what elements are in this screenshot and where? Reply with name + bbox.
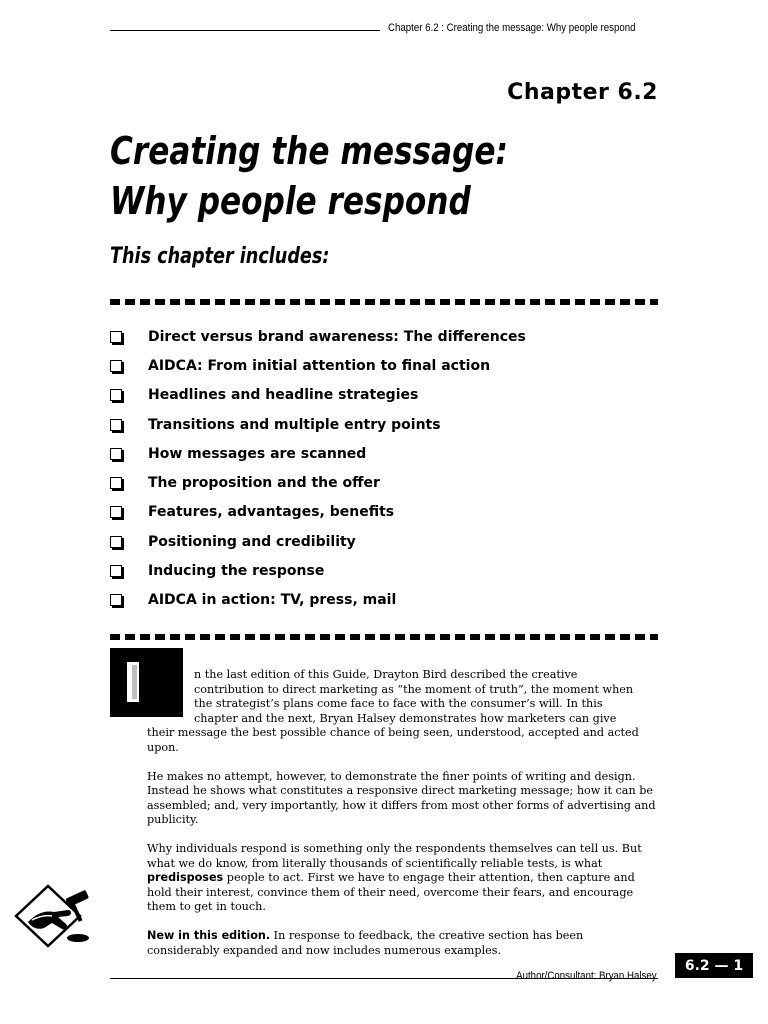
topic-label: AIDCA in action: TV, press, mail bbox=[148, 592, 397, 609]
dashed-divider-bottom bbox=[110, 634, 658, 640]
p1-line-2: contribution to direct marketing as “the moment of truth”, the moment when bbox=[194, 682, 634, 696]
topic-label: Features, advantages, benefits bbox=[148, 504, 395, 521]
page-number-badge: 6.2 — 1 bbox=[675, 953, 753, 978]
checkbox-icon bbox=[110, 360, 122, 372]
checkbox-icon bbox=[110, 536, 122, 548]
list-item bbox=[110, 586, 526, 615]
topic-list bbox=[110, 322, 526, 615]
handshake-gavel-icon bbox=[14, 880, 94, 952]
paragraph-4 bbox=[147, 929, 659, 958]
p3-bold: predisposes bbox=[147, 871, 224, 885]
chapter-label: Chapter 6.2 bbox=[507, 80, 658, 105]
p1-rest: their message the best possible chance of being seen, understood, accepted and acted upon. bbox=[147, 726, 639, 754]
list-item bbox=[110, 410, 526, 439]
topic-label: AIDCA: From initial attention to final action bbox=[148, 357, 491, 374]
p1-line-1: n the last edition of this Guide, Drayton Bird described the creative bbox=[194, 668, 578, 681]
checkbox-icon bbox=[110, 389, 122, 401]
topic-label: Transitions and multiple entry points bbox=[148, 416, 441, 433]
topic-label: The proposition and the offer bbox=[148, 475, 380, 492]
list-item bbox=[110, 468, 526, 497]
topic-label: Inducing the response bbox=[148, 563, 325, 580]
list-item bbox=[110, 351, 526, 380]
topic-label: Direct versus brand awareness: The differences bbox=[148, 328, 526, 345]
list-item bbox=[110, 527, 526, 556]
checkbox-icon bbox=[110, 565, 122, 577]
p4-bold: New in this edition. bbox=[147, 928, 271, 942]
paragraph-1 bbox=[147, 668, 659, 756]
drop-cap-glyph bbox=[127, 662, 139, 702]
checkbox-icon bbox=[110, 506, 122, 518]
list-item bbox=[110, 556, 526, 585]
paragraph-2: He makes no attempt, however, to demonstrate the finer points of writing and design. Instead he shows what constitutes a responsive direct marketing message; how it can be assembled; and, very importantly, how it differs from most other forms of advertising and publicity. bbox=[147, 769, 656, 827]
list-item bbox=[110, 498, 526, 527]
checkbox-icon bbox=[110, 594, 122, 606]
p3-text-b: people to act. First we have to engage their attention, then capture and hold their interest, convince them of their need, overcome their fears, and encourage them to get in touch. bbox=[147, 871, 635, 914]
list-item bbox=[110, 322, 526, 351]
header-rule bbox=[110, 30, 380, 31]
checkbox-icon bbox=[110, 331, 122, 343]
page-title: Creating the message: Why people respond bbox=[110, 129, 508, 223]
checkbox-icon bbox=[110, 419, 122, 431]
topic-label: Headlines and headline strategies bbox=[148, 387, 419, 404]
list-item bbox=[110, 381, 526, 410]
list-item bbox=[110, 439, 526, 468]
includes-heading: This chapter includes: bbox=[110, 244, 330, 269]
checkbox-icon bbox=[110, 477, 122, 489]
p1-line-4: chapter and the next, Bryan Halsey demonstrates how marketers can give bbox=[194, 711, 617, 725]
p4-text: In response to feedback, the creative section has been considerably expanded and now includes numerous examples. bbox=[147, 928, 584, 957]
p3-text-a: Why individuals respond is something only the respondents themselves can tell us. But what we do know, from literally thousands of scientifically reliable tests, is what bbox=[147, 841, 642, 870]
running-head: Chapter 6.2 : Creating the message: Why people respond bbox=[388, 22, 636, 34]
topic-label: How messages are scanned bbox=[148, 445, 367, 462]
dashed-divider-top bbox=[110, 299, 658, 305]
p1-line-3: the strategist’s plans come face to face with the consumer’s will. In this bbox=[194, 697, 603, 711]
author-credit: Author/Consultant: Bryan Halsey bbox=[516, 970, 657, 982]
topic-label: Positioning and credibility bbox=[148, 533, 356, 550]
intro-text bbox=[147, 668, 659, 972]
paragraph-3 bbox=[147, 842, 659, 915]
checkbox-icon bbox=[110, 448, 122, 460]
